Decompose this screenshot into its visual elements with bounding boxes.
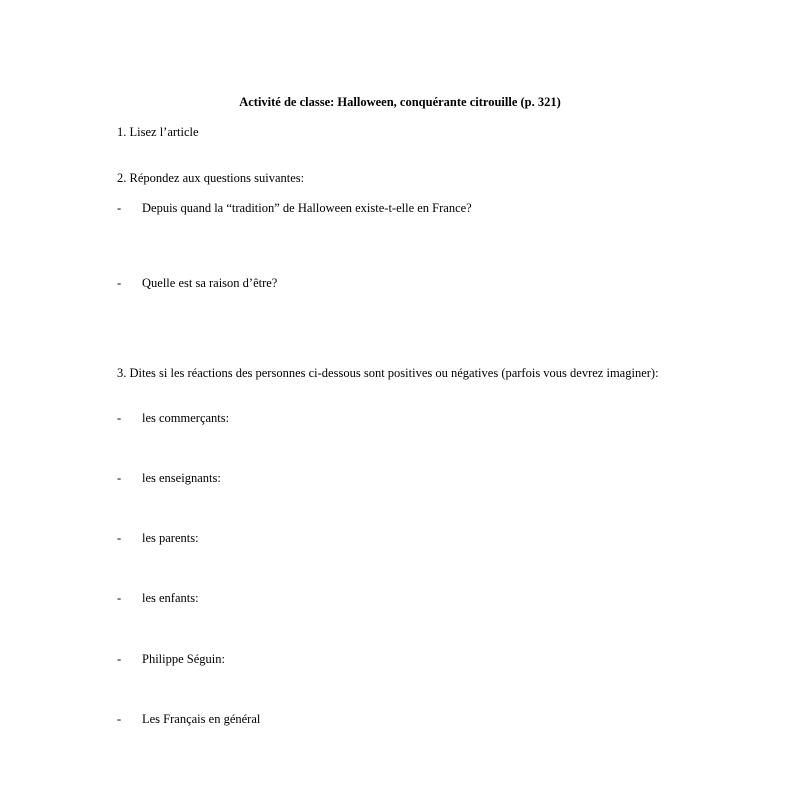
step-2-instruction: 2. Répondez aux questions suivantes: [117, 171, 305, 185]
step-3-instruction: 3. Dites si les réactions des personnes ci-dessous sont positives ou négatives (parfois vous devrez imaginer): [117, 366, 659, 380]
bullet-dash: - [117, 276, 122, 290]
person-label: Les Français en général [142, 712, 261, 726]
document-title: Activité de classe: Halloween, conquérante citrouille (p. 321) [239, 95, 561, 109]
question-text: Quelle est sa raison d’être? [142, 276, 278, 290]
person-label: les commerçants: [142, 411, 230, 425]
person-label: les enseignants: [142, 471, 221, 485]
person-label: Philippe Séguin: [142, 652, 225, 666]
person-label: les enfants: [142, 591, 199, 605]
bullet-dash: - [117, 531, 122, 545]
bullet-dash: - [117, 712, 122, 726]
step-1-instruction: 1. Lisez l’article [117, 125, 199, 139]
person-label: les parents: [142, 531, 199, 545]
bullet-dash: - [117, 652, 122, 666]
bullet-dash: - [117, 201, 122, 215]
bullet-dash: - [117, 591, 122, 605]
question-text: Depuis quand la “tradition” de Halloween existe-t-elle en France? [142, 201, 472, 215]
bullet-dash: - [117, 471, 122, 485]
bullet-dash: - [117, 411, 122, 425]
